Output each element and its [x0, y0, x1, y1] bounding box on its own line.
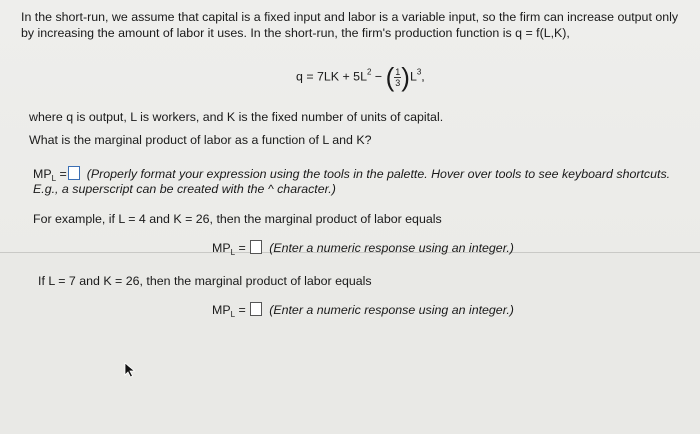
numeric-hint-2: (Enter a numeric response using an integer.): [269, 303, 514, 317]
mp-subscript: L: [230, 248, 236, 257]
mpl-example-1-input[interactable]: [250, 240, 262, 254]
mpl-example-1-row: [212, 240, 514, 260]
equation-lhs: q = 7LK + 5L: [296, 69, 367, 84]
equals-sign: =: [238, 303, 246, 317]
equals-sign: =: [238, 241, 246, 255]
answer-format-hint: (Properly format your expression using the tools in the palette. Hover over tools to see keyboard shortcuts.: [86, 167, 671, 181]
fraction-denominator: 3: [395, 77, 401, 88]
mpl-expression-input[interactable]: [68, 166, 80, 180]
right-paren: ): [401, 62, 410, 92]
production-function-equation: [296, 64, 425, 90]
answer-format-hint-line-2: E.g., a superscript can be created with the ^ character.): [33, 182, 336, 196]
variable-definitions: where q is output, L is workers, and K is the fixed number of units of capital.: [29, 110, 444, 124]
equals-sign: =: [59, 167, 67, 181]
example-1-text: For example, if L = 4 and K = 26, then the marginal product of labor equals: [33, 212, 442, 226]
mouse-pointer-icon: [124, 362, 136, 378]
fraction-numerator: 1: [395, 66, 401, 77]
mp-subscript: L: [51, 174, 57, 183]
mp-label: MP: [33, 167, 52, 181]
equation-exponent-2: 2: [366, 67, 372, 77]
equation-end: ,: [421, 69, 425, 84]
equation-minus: −: [374, 69, 383, 84]
mpl-example-2-input[interactable]: [250, 302, 262, 316]
equation-L: L: [409, 69, 417, 84]
mp-label: MP: [212, 241, 231, 255]
mpl-example-2-row: [212, 302, 514, 322]
example-2-text: If L = 7 and K = 26, then the marginal product of labor equals: [38, 274, 372, 288]
left-paren: (: [385, 62, 395, 92]
intro-line-2: by increasing the amount of labor it uses. In the short-run, the firm's production function is q = f(L,K),: [21, 26, 570, 40]
equation-exponent-3: 3: [416, 67, 422, 77]
question-text: What is the marginal product of labor as a function of L and K?: [29, 133, 372, 147]
numeric-hint-1: (Enter a numeric response using an integer.): [269, 241, 514, 255]
intro-line-1: In the short-run, we assume that capital is a fixed input and labor is a variable input, so the firm can increase output only: [21, 10, 679, 24]
mp-label: MP: [212, 303, 231, 317]
mp-subscript: L: [230, 310, 236, 319]
